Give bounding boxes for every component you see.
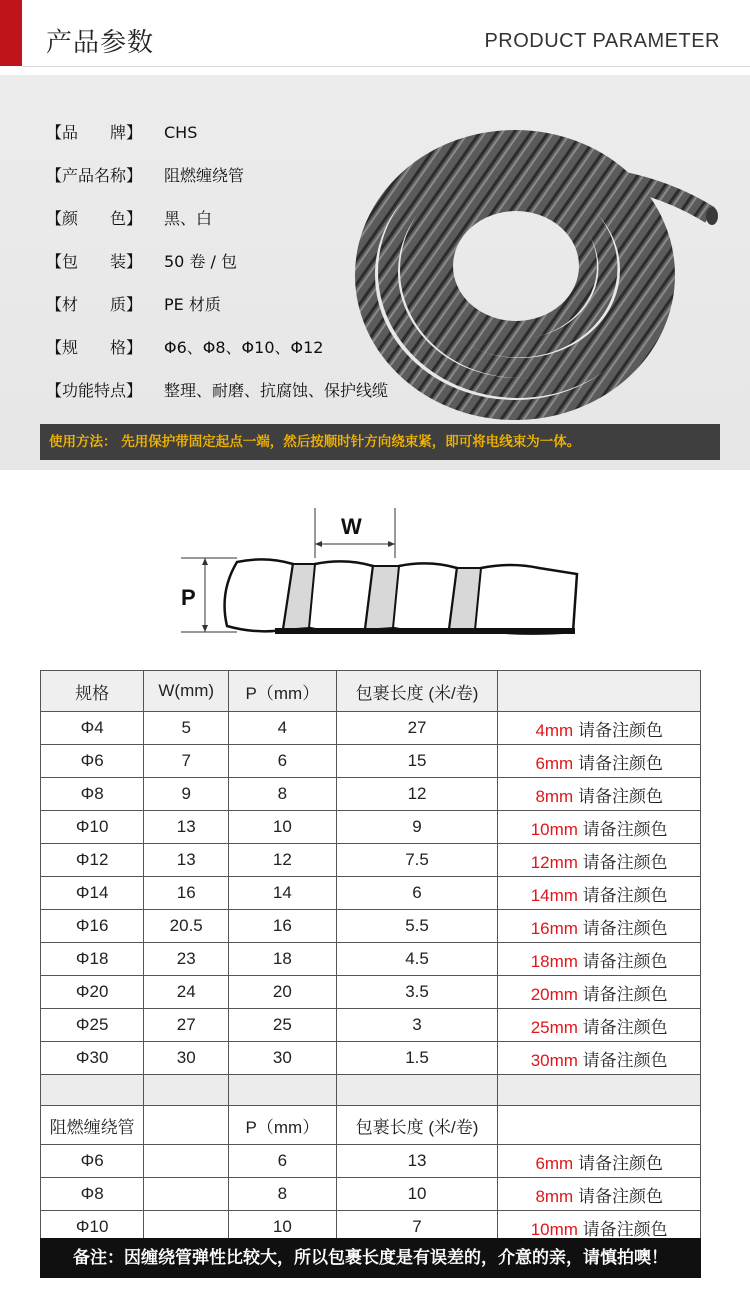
table-row	[41, 910, 701, 943]
cell-p: 8	[229, 1178, 337, 1211]
cell-p: 8	[229, 778, 337, 811]
note-text: 请备注颜色	[577, 852, 668, 872]
cell-note	[498, 811, 701, 844]
note-text: 请备注颜色	[577, 984, 668, 1004]
spec-label: 【材 质】	[46, 295, 143, 314]
note-text: 请备注颜色	[573, 1186, 663, 1206]
cell-length: 10	[336, 1178, 498, 1211]
cell-note	[498, 1178, 701, 1211]
section-title-cn: 产品参数	[46, 28, 155, 58]
cell-spec: Φ10	[41, 1211, 144, 1244]
cell-length: 3.5	[336, 976, 498, 1009]
table-row	[41, 976, 701, 1009]
cell-length: 7.5	[336, 844, 498, 877]
spec-label: 【品 牌】	[46, 123, 143, 142]
note-size: 30mm	[530, 1050, 578, 1070]
flame-retardant-header-row	[41, 1106, 701, 1145]
cell-spec: Φ8	[41, 1178, 144, 1211]
note-text: 请备注颜色	[577, 951, 668, 971]
spec-value: PE 材质	[164, 295, 221, 314]
cell-w	[144, 1178, 229, 1211]
spacer-cell	[336, 1075, 498, 1106]
spec-label: 【功能特点】	[46, 381, 143, 400]
spec-table	[40, 670, 701, 1244]
cell-note	[498, 844, 701, 877]
table-row	[41, 877, 701, 910]
cell-p: 20	[229, 976, 337, 1009]
cell-length: 27	[336, 712, 498, 745]
note-text: 请备注颜色	[577, 1050, 668, 1070]
cell-w: 20.5	[144, 910, 229, 943]
cell-spec: Φ6	[41, 1145, 144, 1178]
spec-label: 【颜 色】	[46, 209, 143, 228]
cell-p: 12	[229, 844, 337, 877]
section-title-en: PRODUCT PARAMETER	[484, 30, 720, 52]
cell-length: 15	[336, 745, 498, 778]
usage-instructions-bar: 使用方法： 先用保护带固定起点一端，然后按顺时针方向绕束紧，即可将电线束为一体。	[40, 424, 720, 460]
spec-value: 整理、耐磨、抗腐蚀、保护线缆	[164, 381, 389, 400]
cell-w: 27	[144, 1009, 229, 1042]
cell-p: 6	[229, 745, 337, 778]
cell-p: 10	[229, 811, 337, 844]
spacer-cell	[41, 1075, 144, 1106]
note-text: 请备注颜色	[577, 885, 668, 905]
table-row	[41, 1009, 701, 1042]
note-text: 请备注颜色	[577, 918, 668, 938]
header-w: W(mm)	[144, 671, 229, 712]
cell-length: 7	[336, 1211, 498, 1244]
header-length: 包裹长度 (米/卷)	[336, 671, 498, 712]
note-size: 10mm	[530, 1219, 578, 1239]
spec-product-name	[46, 163, 244, 187]
table-row	[41, 811, 701, 844]
note-size: 16mm	[530, 918, 578, 938]
cell-p: 16	[229, 910, 337, 943]
spec-sizes	[46, 335, 323, 359]
note-size: 8mm	[535, 786, 574, 806]
spacer-cell	[498, 1075, 701, 1106]
cell-w: 24	[144, 976, 229, 1009]
cell-note	[498, 1042, 701, 1075]
cell-note	[498, 712, 701, 745]
note-size: 20mm	[530, 984, 578, 1004]
spec-label: 【规 格】	[46, 338, 143, 357]
footer-remark-bar: 备注：因缠绕管弹性比较大，所以包裹长度是有误差的，介意的亲，请慎拍噢！	[40, 1238, 701, 1278]
p-dimension-label: P	[181, 585, 196, 610]
cell-note	[498, 1009, 701, 1042]
note-text: 请备注颜色	[573, 753, 663, 773]
note-size: 25mm	[530, 1017, 578, 1037]
cell-spec: Φ14	[41, 877, 144, 910]
header-note	[498, 671, 701, 712]
cell-length: 13	[336, 1145, 498, 1178]
spec-label: 【产品名称】	[46, 166, 143, 185]
cell-spec: Φ30	[41, 1042, 144, 1075]
note-size: 12mm	[530, 852, 578, 872]
table-spacer-row	[41, 1075, 701, 1106]
cell-spec: Φ16	[41, 910, 144, 943]
table-row	[41, 778, 701, 811]
note-text: 请备注颜色	[577, 819, 668, 839]
cell-w: 5	[144, 712, 229, 745]
cell-note	[498, 778, 701, 811]
cell-length: 6	[336, 877, 498, 910]
cell-w: 13	[144, 844, 229, 877]
spec-brand	[46, 120, 197, 144]
cell-p: 10	[229, 1211, 337, 1244]
note-size: 6mm	[535, 1153, 574, 1173]
cell-spec: Φ12	[41, 844, 144, 877]
note-size: 14mm	[530, 885, 578, 905]
subheader-p: P（mm）	[229, 1106, 337, 1145]
cell-w: 7	[144, 745, 229, 778]
cell-w: 16	[144, 877, 229, 910]
cell-length: 4.5	[336, 943, 498, 976]
spacer-cell	[144, 1075, 229, 1106]
table-row	[41, 943, 701, 976]
spec-value: 50 卷 / 包	[164, 252, 238, 271]
cell-spec: Φ10	[41, 811, 144, 844]
note-text: 请备注颜色	[577, 1017, 668, 1037]
cell-p: 6	[229, 1145, 337, 1178]
header-spec: 规格	[41, 671, 144, 712]
subheader-note	[498, 1106, 701, 1145]
note-text: 请备注颜色	[573, 786, 663, 806]
table-row	[41, 1042, 701, 1075]
cell-note	[498, 910, 701, 943]
note-text: 请备注颜色	[573, 1153, 663, 1173]
cell-note	[498, 943, 701, 976]
note-size: 4mm	[535, 720, 574, 740]
cell-spec: Φ25	[41, 1009, 144, 1042]
spec-packaging	[46, 249, 237, 273]
header-divider	[22, 66, 750, 67]
header-accent-bar	[0, 0, 22, 66]
cell-length: 3	[336, 1009, 498, 1042]
spec-value: Φ6、Φ8、Φ10、Φ12	[164, 338, 324, 357]
table-header-row	[41, 671, 701, 712]
spiral-dimension-diagram	[175, 502, 595, 652]
header-p: P（mm）	[229, 671, 337, 712]
spec-material	[46, 292, 221, 316]
note-size: 8mm	[535, 1186, 574, 1206]
w-dimension-label: W	[341, 514, 362, 539]
cell-p: 25	[229, 1009, 337, 1042]
cell-spec: Φ4	[41, 712, 144, 745]
spec-value: CHS	[164, 123, 198, 142]
cell-p: 4	[229, 712, 337, 745]
subheader-w	[144, 1106, 229, 1145]
subheader-length: 包裹长度 (米/卷)	[336, 1106, 498, 1145]
spec-features	[46, 378, 388, 402]
cell-spec: Φ6	[41, 745, 144, 778]
note-text: 请备注颜色	[577, 1219, 668, 1239]
cell-note	[498, 877, 701, 910]
cell-p: 14	[229, 877, 337, 910]
spec-label: 【包 装】	[46, 252, 143, 271]
table-row	[41, 712, 701, 745]
spec-value: 黑、白	[164, 209, 213, 228]
cell-spec: Φ20	[41, 976, 144, 1009]
cell-w: 9	[144, 778, 229, 811]
table-row	[41, 745, 701, 778]
subheader-spec: 阻燃缠绕管	[41, 1106, 144, 1145]
spacer-cell	[229, 1075, 337, 1106]
cell-p: 30	[229, 1042, 337, 1075]
cell-w	[144, 1145, 229, 1178]
product-info-panel	[0, 75, 750, 470]
cell-w: 13	[144, 811, 229, 844]
cell-note	[498, 976, 701, 1009]
table-row	[41, 1178, 701, 1211]
cell-length: 12	[336, 778, 498, 811]
note-size: 18mm	[530, 951, 578, 971]
spec-color	[46, 206, 212, 230]
cell-length: 9	[336, 811, 498, 844]
spec-value: 阻燃缠绕管	[164, 166, 245, 185]
cell-length: 5.5	[336, 910, 498, 943]
spiral-wrap-coil-image	[350, 120, 720, 430]
note-size: 10mm	[530, 819, 578, 839]
table-row	[41, 1145, 701, 1178]
cell-length: 1.5	[336, 1042, 498, 1075]
cell-spec: Φ18	[41, 943, 144, 976]
section-header	[0, 0, 750, 75]
cell-note	[498, 1145, 701, 1178]
table-row	[41, 844, 701, 877]
cell-spec: Φ8	[41, 778, 144, 811]
cell-w: 30	[144, 1042, 229, 1075]
cell-p: 18	[229, 943, 337, 976]
note-text: 请备注颜色	[573, 720, 663, 740]
cell-note	[498, 745, 701, 778]
cell-w: 23	[144, 943, 229, 976]
note-size: 6mm	[535, 753, 574, 773]
